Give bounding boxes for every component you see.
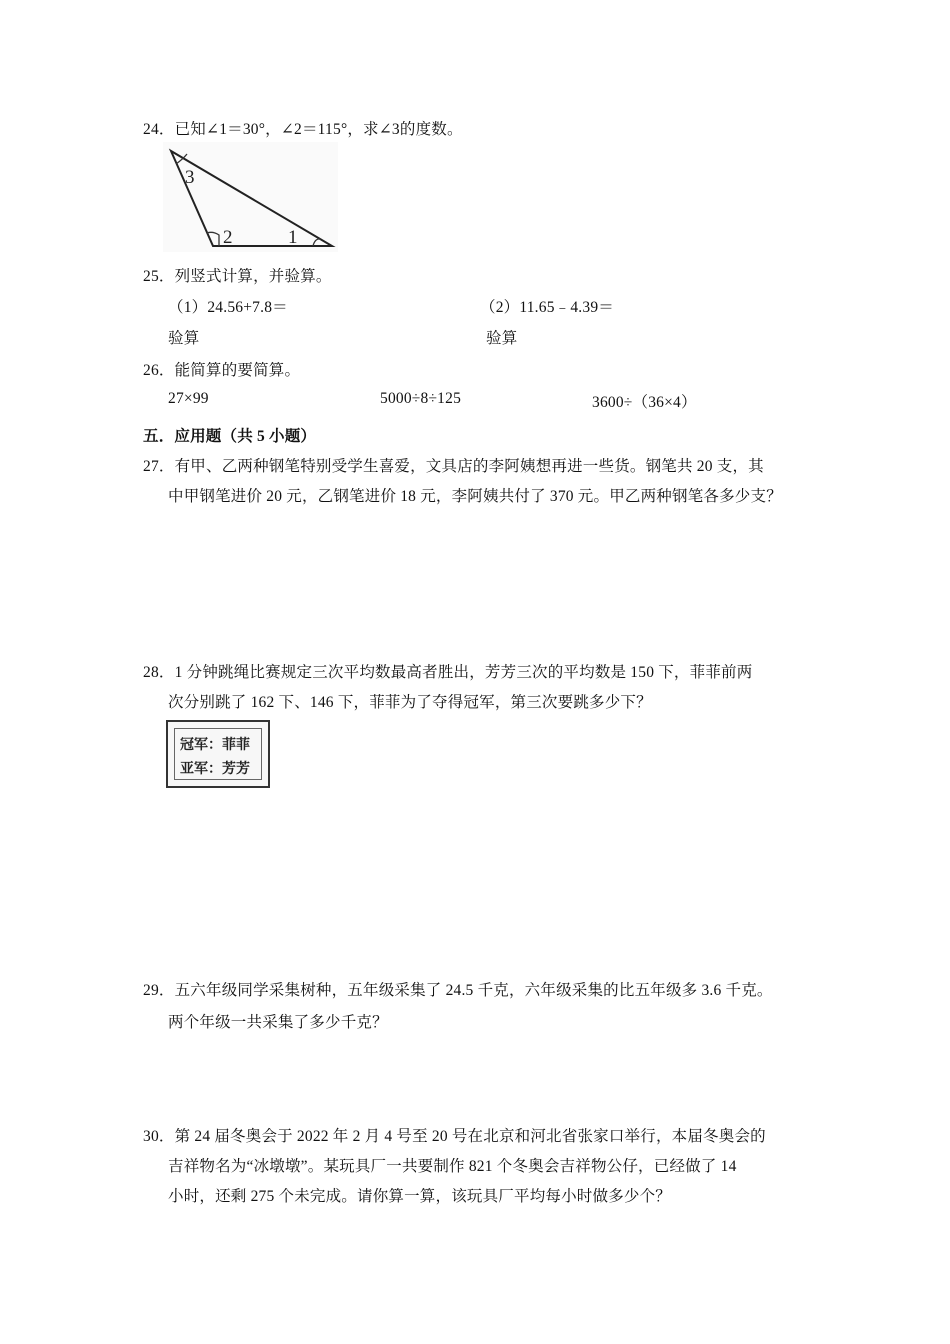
q25-check-1: 验算 xyxy=(168,330,200,347)
section-5-heading: 五．应用题（共 5 小题） xyxy=(143,428,317,445)
q25-item-1: （1）24.56+7.8＝ xyxy=(168,299,288,316)
q28-line-2: 次分别跳了 162 下、146 下，菲菲为了夺得冠军，第三次要跳多少下？ xyxy=(168,694,652,711)
q26-text: 26．能简算的要简算。 xyxy=(143,362,301,379)
q25-text: 25．列竖式计算，并验算。 xyxy=(143,268,332,285)
q24-text: 24．已知∠1＝30°，∠2＝115°，求∠3的度数。 xyxy=(143,121,463,138)
angle-1-label: 1 xyxy=(288,227,298,248)
q30-line-2: 吉祥物名为“冰墩墩”。某玩具厂一共要制作 821 个冬奥会吉祥物公仔，已经做了 14 xyxy=(168,1158,737,1175)
q25-item-2: （2）11.65﹣4.39＝ xyxy=(480,299,614,316)
triangle-figure xyxy=(163,142,338,252)
q26-expr-2: 5000÷8÷125 xyxy=(380,390,462,407)
q28-line-1: 28．1 分钟跳绳比赛规定三次平均数最高者胜出，芳芳三次的平均数是 150 下，菲菲前两 xyxy=(143,664,753,681)
champion-label: 冠军：菲菲 xyxy=(180,737,250,753)
q26-expr-1: 27×99 xyxy=(168,390,209,407)
angle-3-label: 3 xyxy=(185,167,195,188)
q29-line-2: 两个年级一共采集了多少千克？ xyxy=(168,1014,388,1031)
q30-line-3: 小时，还剩 275 个未完成。请你算一算，该玩具厂平均每小时做多少个？ xyxy=(168,1188,672,1205)
angle-2-label: 2 xyxy=(223,227,233,248)
q29-line-1: 29．五六年级同学采集树种，五年级采集了 24.5 千克，六年级采集的比五年级多 3.6 千克。 xyxy=(143,982,773,999)
q27-line-1: 27．有甲、乙两种钢笔特别受学生喜爱，文具店的李阿姨想再进一些货。钢笔共 20 支，其 xyxy=(143,458,764,475)
q30-line-1: 30．第 24 届冬奥会于 2022 年 2 月 4 号至 20 号在北京和河北省张家口举行，本届冬奥会的 xyxy=(143,1128,766,1145)
result-board xyxy=(166,720,270,788)
q27-line-2: 中甲钢笔进价 20 元，乙钢笔进价 18 元，李阿姨共付了 370 元。甲乙两种钢笔各多少支？ xyxy=(168,488,782,505)
q25-check-2: 验算 xyxy=(486,330,518,347)
q26-expr-3: 3600÷（36×4） xyxy=(592,394,697,411)
runner-up-label: 亚军：芳芳 xyxy=(180,761,250,777)
